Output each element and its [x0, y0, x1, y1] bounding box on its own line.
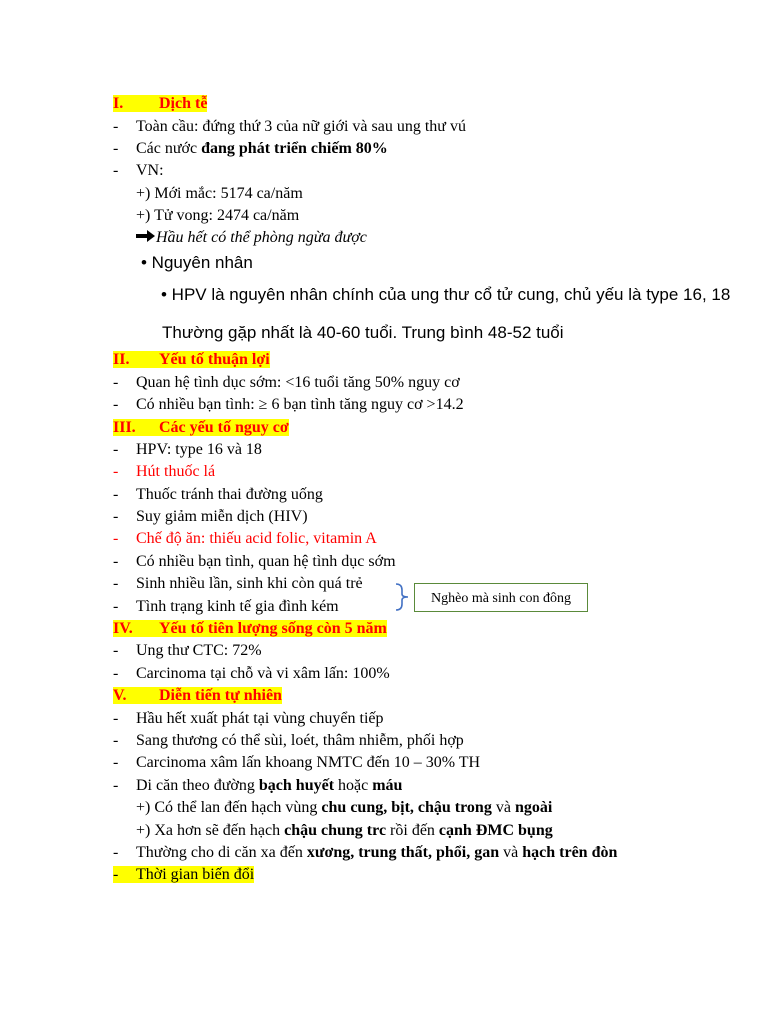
- list-item: - Thời gian biến đổi: [113, 866, 255, 883]
- list-item: - Di căn theo đường bạch huyết hoặc máu: [113, 777, 403, 794]
- sub-item: +) Mới mắc: 5174 ca/năm: [136, 185, 303, 202]
- arrow-right-icon: [136, 229, 156, 246]
- list-item: - Quan hệ tình dục sớm: <16 tuổi tăng 50% nguy cơ: [113, 374, 460, 391]
- list-item: - HPV: type 16 và 18: [113, 441, 262, 458]
- image-bullet-cause: • Nguyên nhân: [141, 253, 253, 272]
- list-item: - Toàn cầu: đứng thứ 3 của nữ giới và sau ung thư vú: [113, 118, 466, 135]
- sub-item: +) Có thể lan đến hạch vùng chu cung, bịt, chậu trong và ngoài: [136, 799, 553, 816]
- section-5-heading: V. Diễn tiến tự nhiên: [113, 687, 282, 704]
- list-item: - Ung thư CTC: 72%: [113, 642, 262, 659]
- section-3-heading: III. Các yếu tố nguy cơ: [113, 419, 289, 436]
- image-bullet-hpv: • HPV là nguyên nhân chính của ung thư cổ tử cung, chủ yếu là type 16, 18: [161, 285, 731, 304]
- list-item: - VN:: [113, 162, 164, 179]
- section-number: I.: [113, 95, 124, 112]
- list-item: - Sinh nhiều lần, sinh khi còn quá trẻ: [113, 575, 363, 592]
- list-item: - Sang thương có thể sùi, loét, thâm nhiễm, phối hợp: [113, 732, 464, 749]
- list-item: - Carcinoma tại chỗ và vi xâm lấn: 100%: [113, 665, 390, 682]
- section-1-heading: [113, 93, 207, 115]
- callout-box: Nghèo mà sinh con đông: [414, 583, 588, 612]
- sub-item: +) Xa hơn sẽ đến hạch chậu chung trc rồi đến cạnh ĐMC bụng: [136, 822, 553, 839]
- list-item: - Thường cho di căn xa đến xương, trung thất, phổi, gan và hạch trên đòn: [113, 844, 618, 861]
- list-item: - Hầu hết xuất phát tại vùng chuyển tiếp: [113, 710, 384, 727]
- list-item: - Có nhiều bạn tình: ≥ 6 bạn tình tăng nguy cơ >14.2: [113, 396, 464, 413]
- sub-item: +) Tử vong: 2474 ca/năm: [136, 207, 300, 224]
- image-age-text: Thường gặp nhất là 40-60 tuổi. Trung bình 48-52 tuổi: [162, 323, 564, 342]
- list-item: - Suy giảm miễn dịch (HIV): [113, 508, 308, 525]
- list-item: - Có nhiều bạn tình, quan hệ tình dục sớm: [113, 553, 396, 570]
- list-item: - Thuốc tránh thai đường uống: [113, 486, 323, 503]
- section-4-heading: IV. Yếu tố tiên lượng sống còn 5 năm: [113, 620, 387, 637]
- list-item: - Carcinoma xâm lấn khoang NMTC đến 10 – 30% TH: [113, 754, 481, 771]
- section-title: Dịch tễ: [159, 95, 208, 112]
- list-item: - Tình trạng kinh tế gia đình kém: [113, 598, 339, 615]
- list-item: - Chế độ ăn: thiếu acid folic, vitamin A: [113, 530, 377, 547]
- list-item: - Các nước đang phát triển chiếm 80%: [113, 140, 388, 157]
- section-2-heading: II. Yếu tố thuận lợi: [113, 351, 270, 368]
- arrow-note: Hầu hết có thể phòng ngừa được: [136, 227, 367, 249]
- brace-icon: [394, 582, 414, 617]
- list-item: - Hút thuốc lá: [113, 463, 216, 480]
